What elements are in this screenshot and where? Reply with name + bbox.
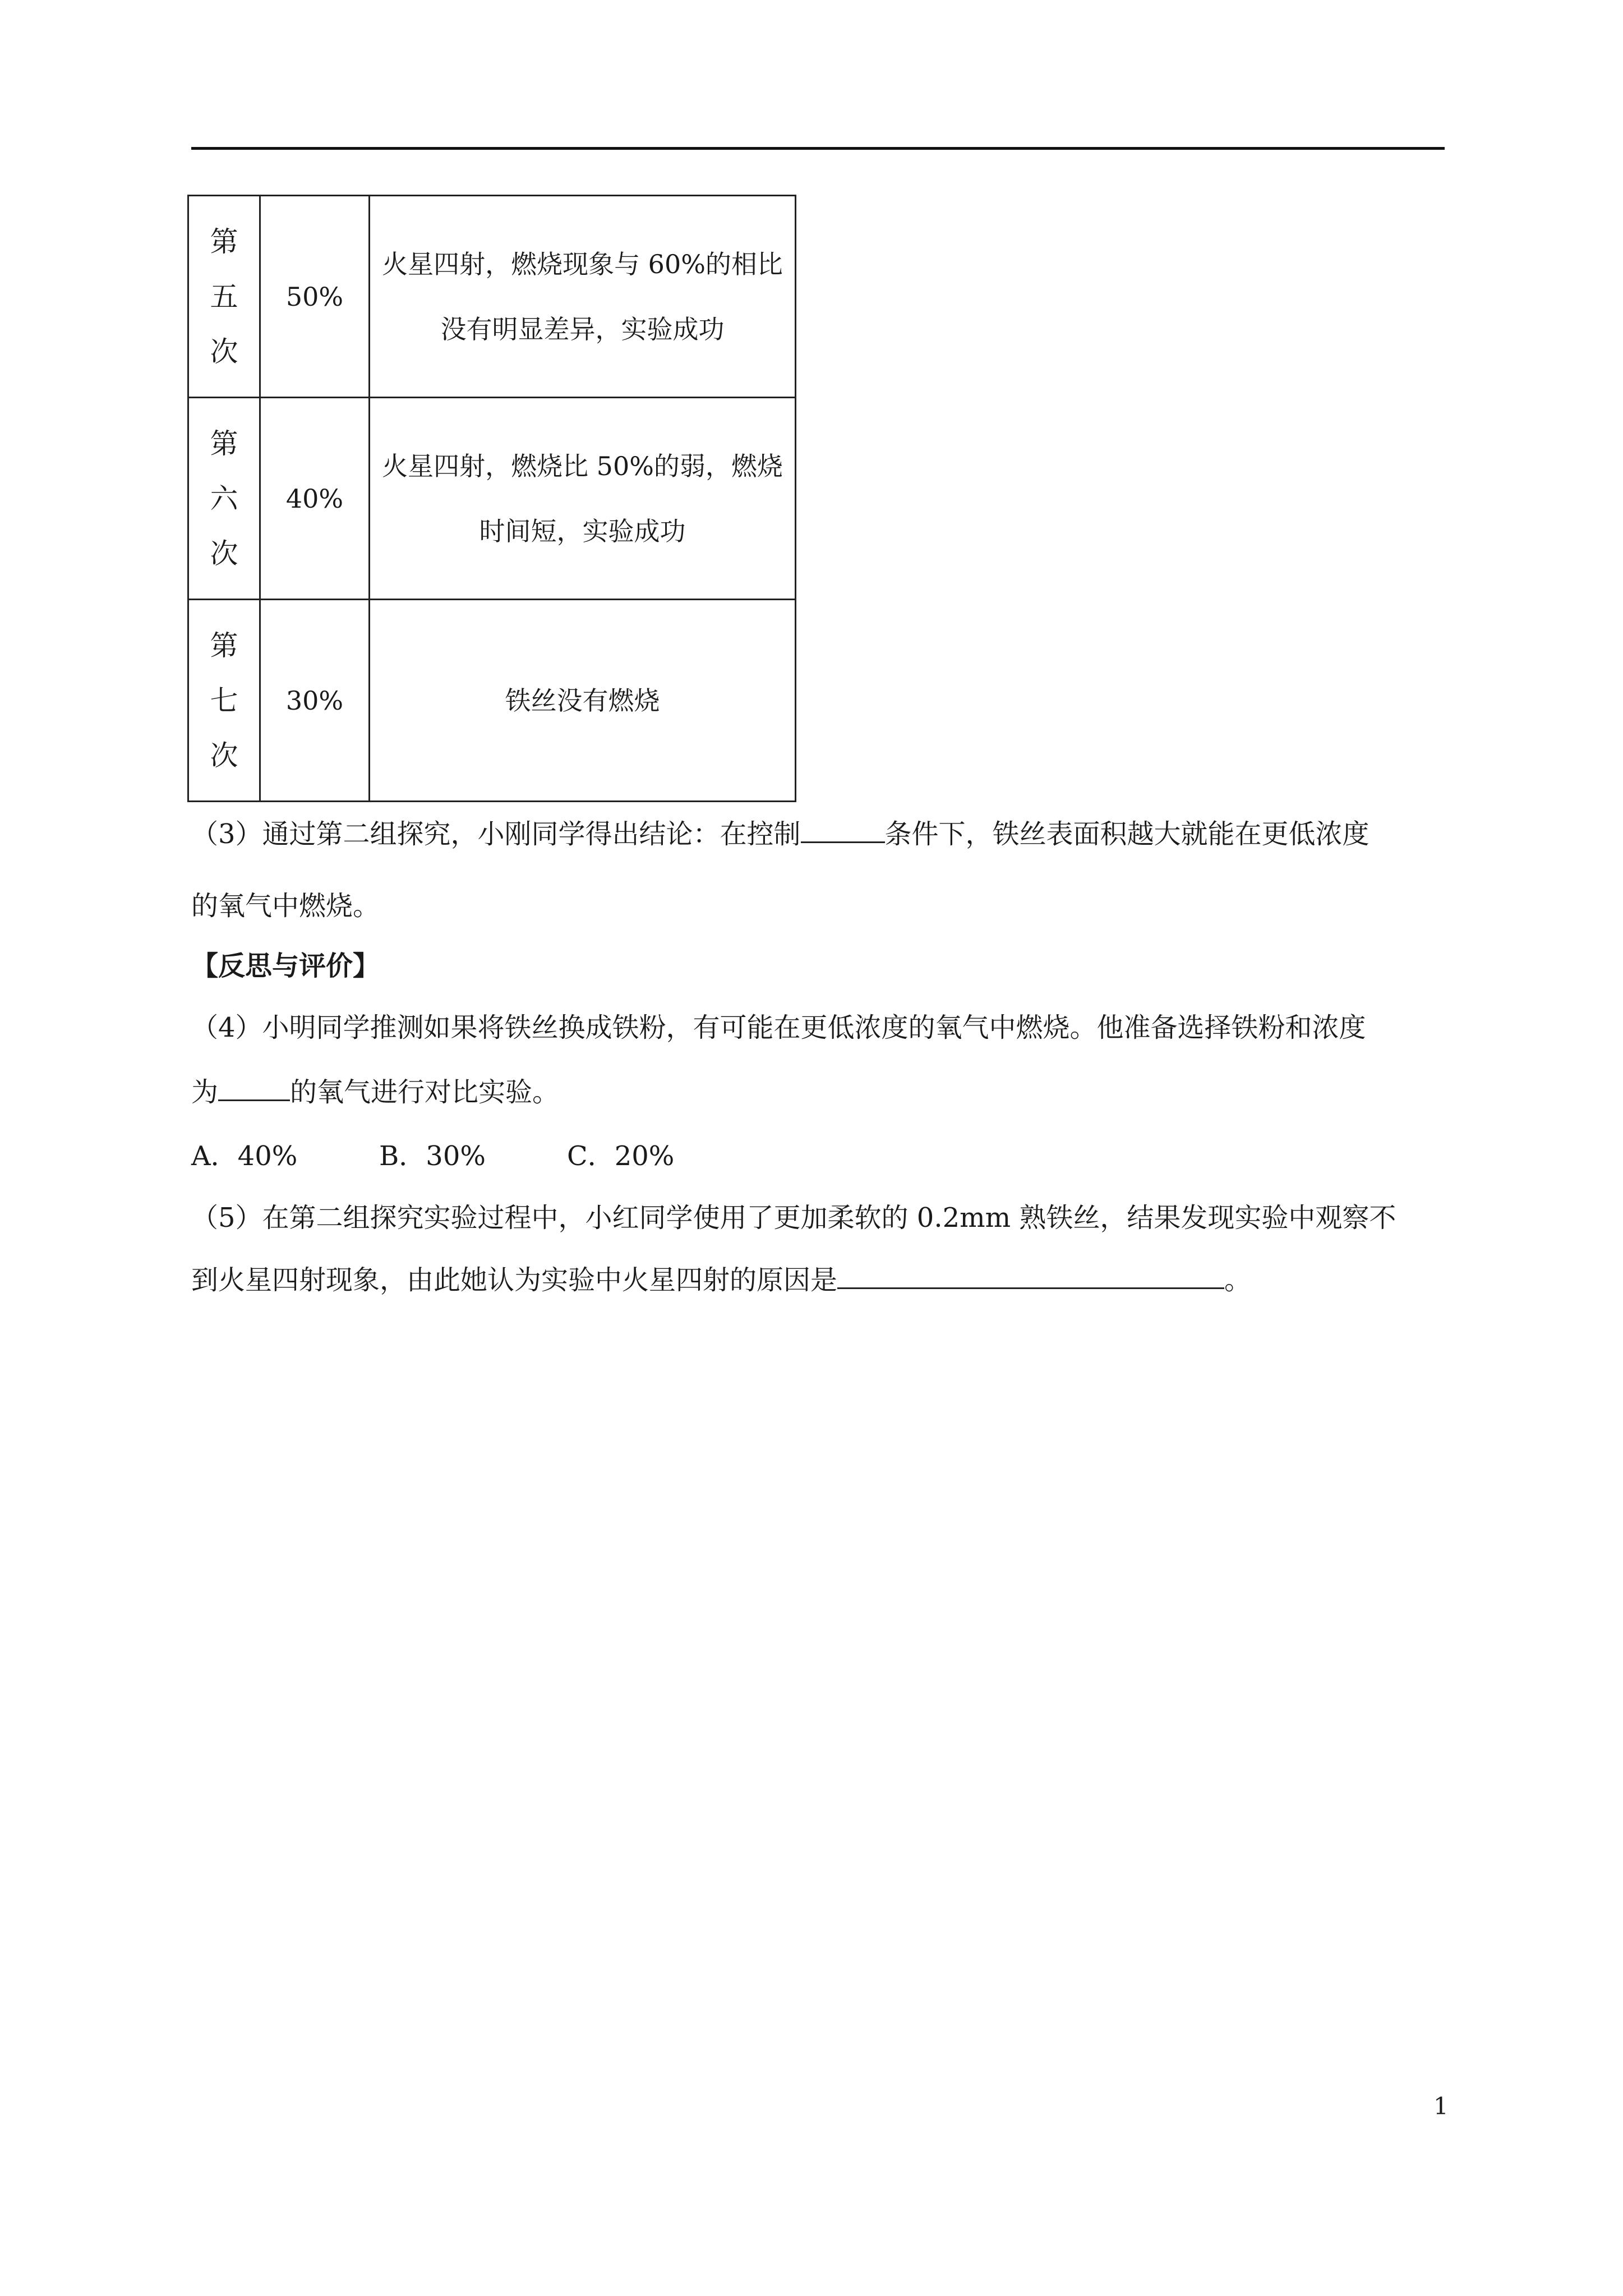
- trial-char: 次: [210, 335, 238, 368]
- page-number: 1: [1433, 2092, 1449, 2120]
- phenomenon-cell: [370, 196, 796, 398]
- phenomenon-cell: [370, 600, 796, 802]
- q3-text: （3）通过第二组探究，小刚同学得出结论：在控制: [191, 818, 801, 850]
- q3-line1: [191, 818, 1370, 850]
- concentration-cell: 40%: [260, 398, 370, 600]
- q5-line2: [191, 1264, 1251, 1296]
- trial-cell: [188, 196, 260, 398]
- trial-char: 七: [210, 684, 238, 717]
- phenomenon-line: 火星四射，燃烧比 50%的弱，燃烧: [382, 450, 783, 481]
- option-c[interactable]: C．20%: [567, 1140, 675, 1172]
- table-row: [188, 600, 796, 802]
- phenomenon-line: 没有明显差异，实验成功: [440, 314, 725, 344]
- phenomenon-cell: [370, 398, 796, 600]
- option-b[interactable]: B．30%: [379, 1140, 486, 1172]
- q4-answer-blank[interactable]: [218, 1094, 290, 1101]
- table-row: [188, 398, 796, 600]
- phenomenon-line: 铁丝没有燃烧: [505, 685, 660, 716]
- phenomenon-line: 火星四射，燃烧现象与 60%的相比: [382, 249, 783, 279]
- concentration-cell: 50%: [260, 196, 370, 398]
- trial-char: 次: [210, 739, 238, 772]
- q5-text: 。: [1224, 1264, 1252, 1296]
- trial-char: 五: [210, 280, 238, 313]
- trial-char: 第: [210, 427, 238, 460]
- q4-line2: [191, 1076, 559, 1108]
- concentration-cell: 30%: [260, 600, 370, 802]
- table-row: [188, 196, 796, 398]
- q3-text: 条件下，铁丝表面积越大就能在更低浓度: [884, 818, 1370, 850]
- q5-text: 到火星四射现象，由此她认为实验中火星四射的原因是: [191, 1264, 838, 1296]
- section-title: 【反思与评价】: [191, 950, 380, 982]
- trial-char: 次: [210, 537, 238, 570]
- q3-line2: 的氧气中燃烧。: [191, 890, 380, 922]
- trial-cell: [188, 600, 260, 802]
- q3-answer-blank[interactable]: [801, 836, 885, 843]
- trial-cell: [188, 398, 260, 600]
- phenomenon-line: 时间短，实验成功: [479, 516, 686, 546]
- header-rule: [191, 147, 1445, 150]
- q4-line1: （4）小明同学推测如果将铁丝换成铁粉，有可能在更低浓度的氧气中燃烧。他准备选择铁粉和浓度: [191, 1012, 1366, 1043]
- option-a[interactable]: A．40%: [191, 1140, 298, 1172]
- q4-text: 为: [191, 1076, 219, 1108]
- q4-options: [191, 1140, 674, 1172]
- trial-char: 第: [210, 629, 238, 662]
- trial-char: 第: [210, 225, 238, 258]
- results-table: [187, 195, 796, 802]
- trial-char: 六: [210, 482, 238, 515]
- q4-text: 的氧气进行对比实验。: [290, 1076, 560, 1108]
- q5-answer-blank[interactable]: [837, 1282, 1224, 1289]
- q5-line1: （5）在第二组探究实验过程中，小红同学使用了更加柔软的 0.2mm 熟铁丝，结果发现实验中观察不: [191, 1202, 1396, 1234]
